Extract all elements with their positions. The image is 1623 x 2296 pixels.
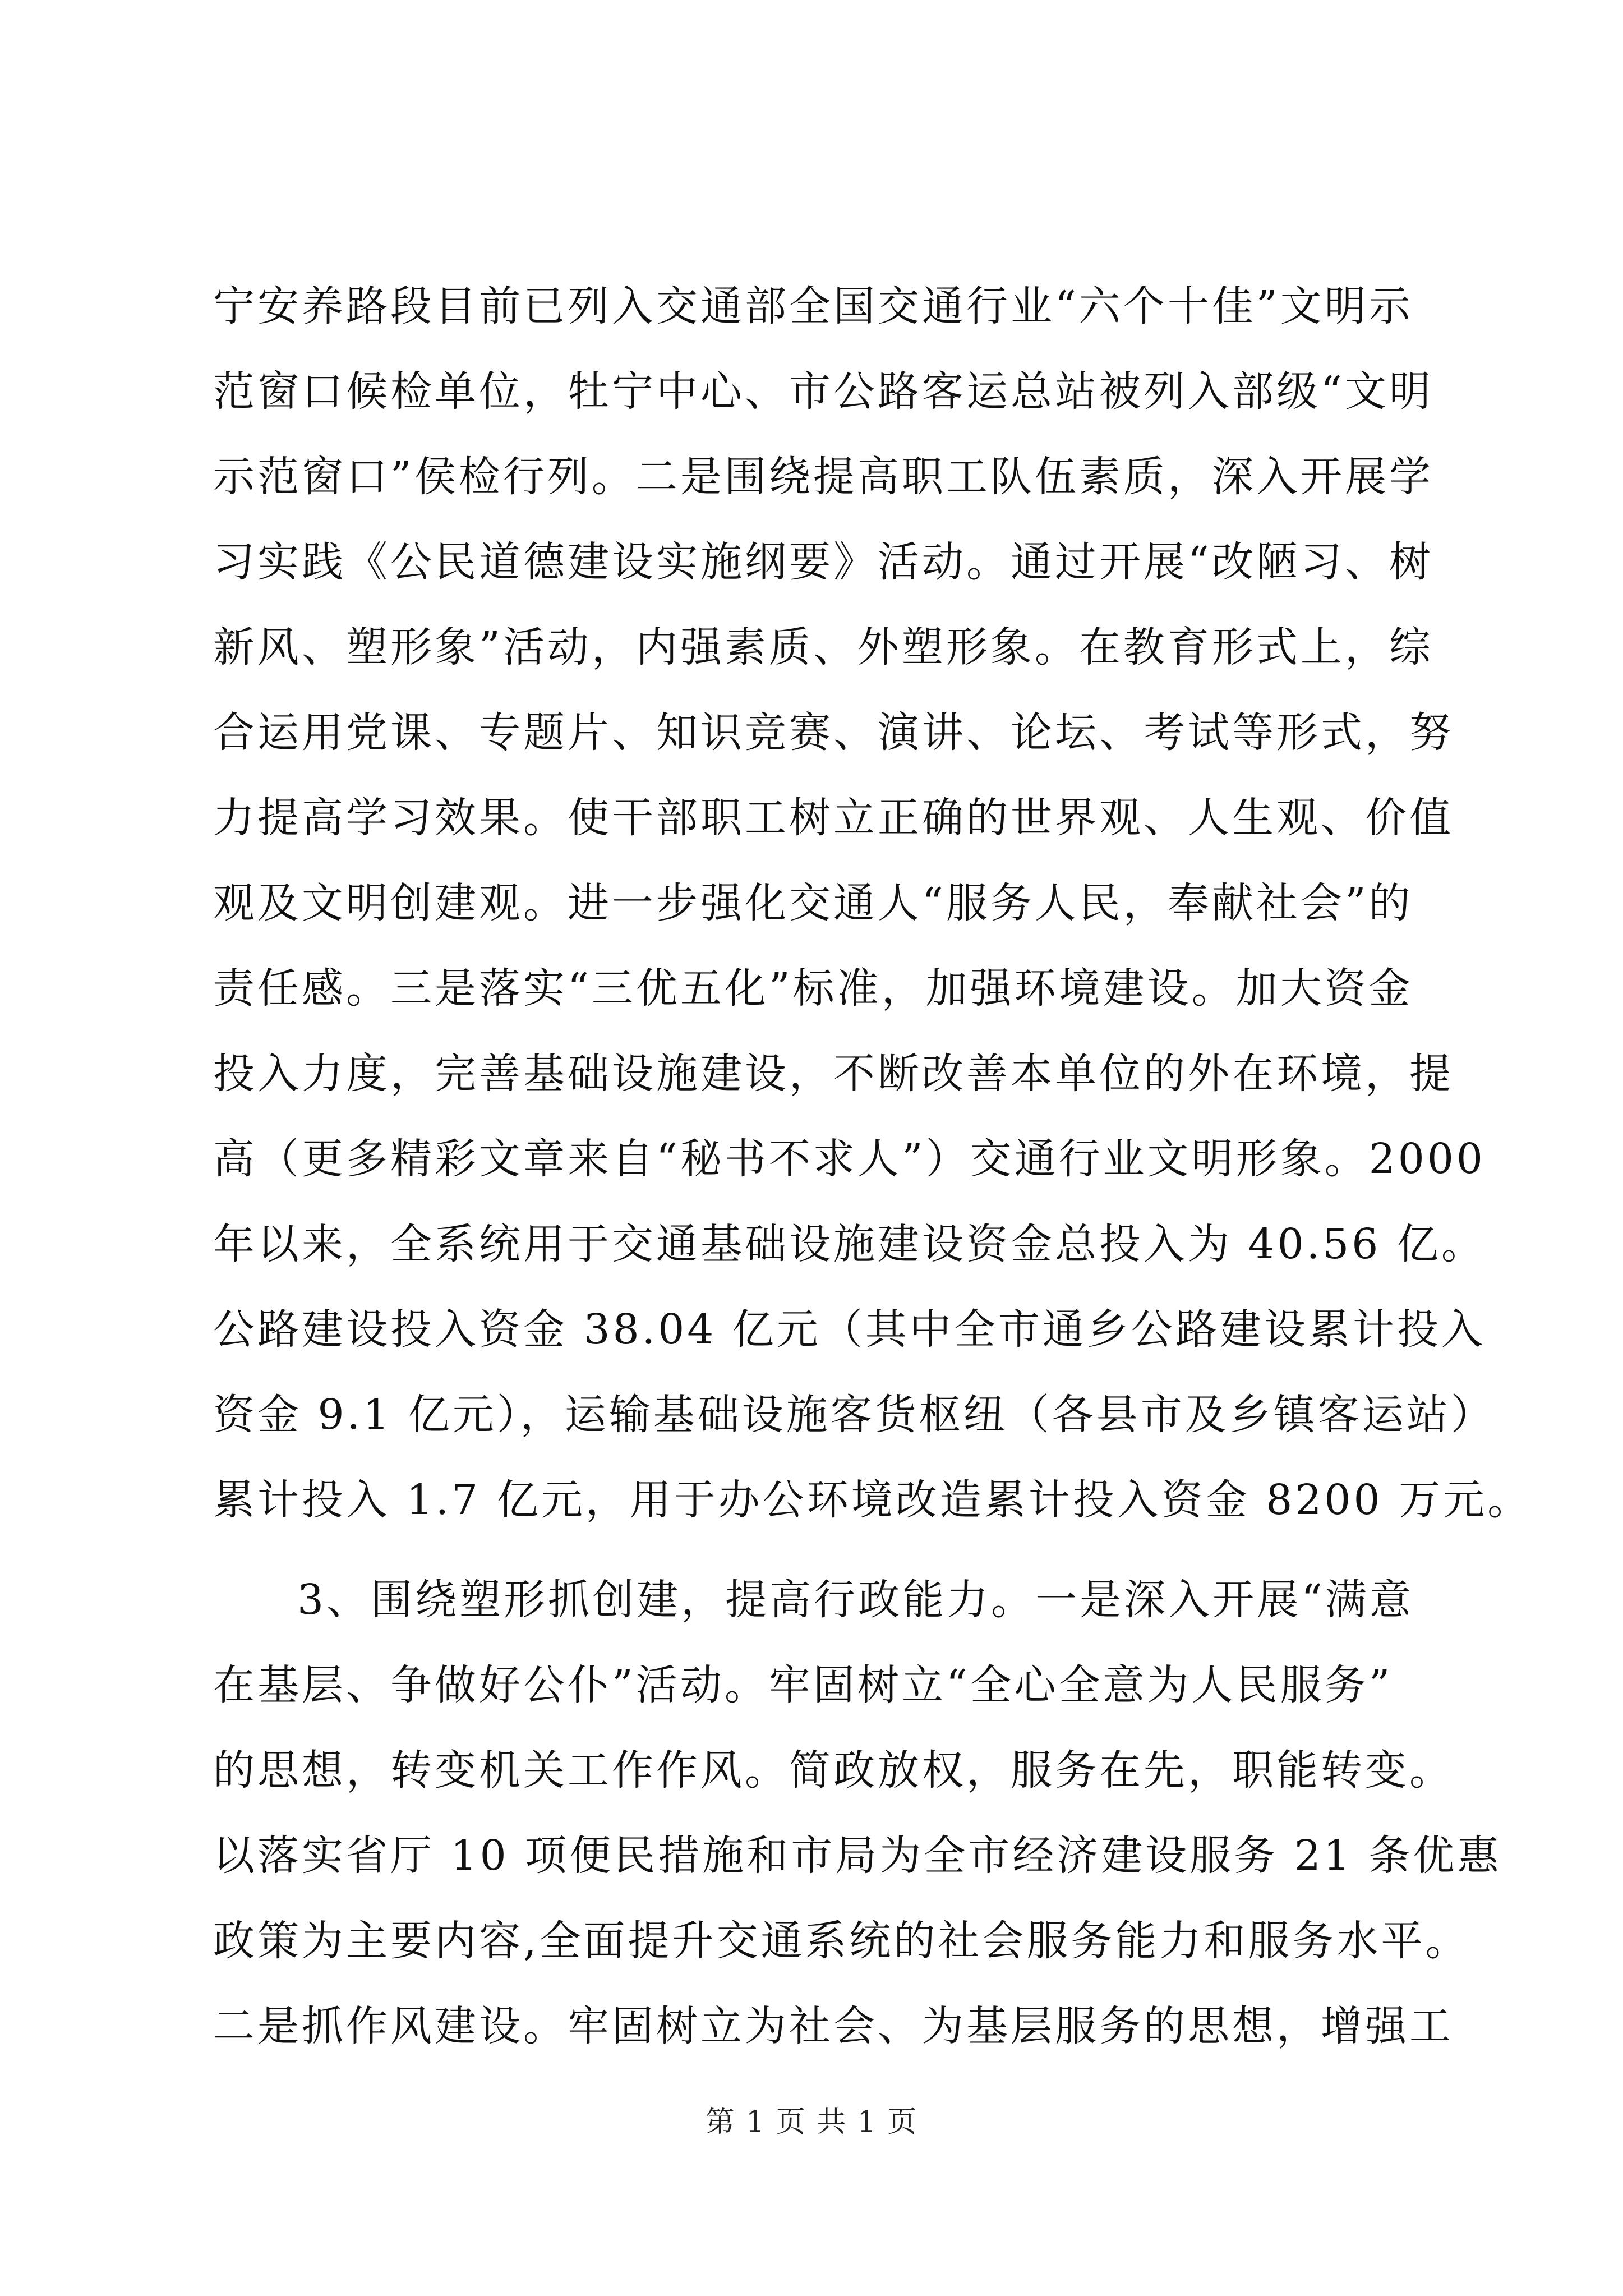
text-line: 观及文明创建观。进一步强化交通人“服务人民，奉献社会”的 (213, 879, 1413, 927)
text-line: 3、围绕塑形抓创建，提高行政能力。一是深入开展“满意 (297, 1576, 1414, 1624)
text-line: 年以来，全系统用于交通基础设施建设资金总投入为 40.56 亿。 (213, 1220, 1486, 1268)
text-line: 宁安养路段目前已列入交通部全国交通行业“六个十佳”文明示 (213, 282, 1413, 330)
text-line: 范窗口候检单位，牡宁中心、市公路客运总站被列入部级“文明 (213, 367, 1433, 416)
text-line: 合运用党课、专题片、知识竞赛、演讲、论坛、考试等形式，努 (213, 708, 1454, 757)
text-line: 示范窗口”侯检行列。二是围绕提高职工队伍素质，深入开展学 (213, 453, 1433, 501)
paragraph-1 (213, 264, 1532, 1543)
text-line: 投入力度，完善基础设施建设，不断改善本单位的外在环境，提 (213, 1050, 1454, 1098)
text-line: 责任感。三是落实“三优五化”标准，加强环境建设。加大资金 (213, 964, 1413, 1013)
text-line: 以落实省厅 10 项便民措施和市局为全市经济建设服务 21 条优惠 (213, 1832, 1502, 1880)
text-line: 高（更多精彩文章来自“秘书不求人”）交通行业文明形象。2000 (213, 1135, 1486, 1183)
text-line: 力提高学习效果。使干部职工树立正确的世界观、人生观、价值 (213, 794, 1454, 842)
page-footer (0, 2098, 1623, 2140)
text-line: 的思想，转变机关工作作风。简政放权，服务在先，职能转变。 (213, 1746, 1454, 1795)
page-number-label: 第 1 页 共 1 页 (705, 2105, 918, 2139)
text-line: 二是抓作风建设。牢固树立为社会、为基层服务的思想，增强工 (213, 2002, 1454, 2050)
text-line: 新风、塑形象”活动，内强素质、外塑形象。在教育形式上，综 (213, 623, 1433, 671)
text-line: 习实践《公民道德建设实施纲要》活动。通过开展“改陋习、树 (213, 538, 1433, 586)
paragraph-2 (213, 1557, 1502, 2069)
paragraph-gap (213, 1543, 1402, 1557)
document-body (213, 264, 1532, 2069)
text-line: 资金 9.1 亿元），运输基础设施客货枢纽（各县市及乡镇客运站） (213, 1391, 1495, 1439)
text-line: 公路建设投入资金 38.04 亿元（其中全市通乡公路建设累计投入 (213, 1305, 1486, 1354)
text-line: 在基层、争做好公仆”活动。牢固树立“全心全意为人民服务” (213, 1661, 1393, 1709)
text-line: 政策为主要内容,全面提升交通系统的社会服务能力和服务水平。 (213, 1917, 1470, 1965)
text-line: 累计投入 1.7 亿元，用于办公环境改造累计投入资金 8200 万元。 (213, 1476, 1532, 1524)
